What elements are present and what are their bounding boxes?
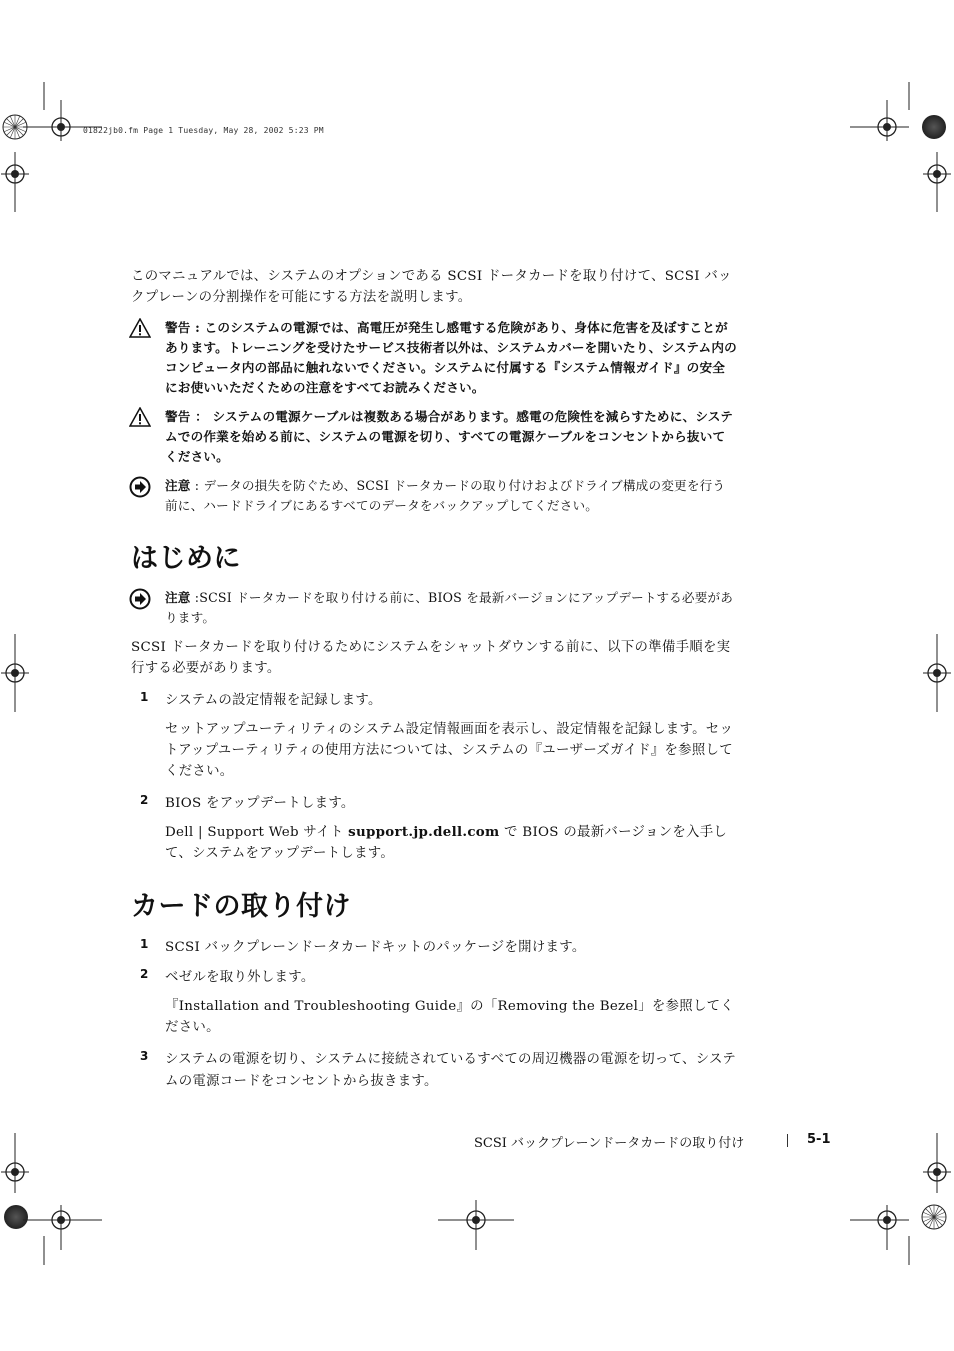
footer-separator [787,1134,788,1147]
footer-title: SCSI バックプレーンドータカードの取り付け [474,1136,745,1151]
step-text: ベゼルを取り外します。 [165,970,315,985]
notice-text: :SCSI ドータカードを取り付ける前に、BIOS を最新バージョンにアップデートする必要があります。 [165,590,734,625]
install-step-1 [131,936,737,958]
warning-triangle-icon [129,407,151,427]
registration-mark-top-right [850,82,951,212]
install-step-3 [131,1048,737,1092]
install-step-2 [131,966,737,988]
step-text: BIOS をアップデートします。 [165,796,355,811]
prep-step-2 [131,792,737,814]
warning-text: : このシステムの電源では、高電圧が発生し感電する危険があり、身体に危害を及ぼすことがあります。トレーニングを受けたサービス技術者以外は、システムカバーを開いたり、システム内のコンピュータ内の部品に触れないでください。システムに付属する『システム情報ガイド』の安全にお使いいただくための注意をすべてお読みください。 [165,320,737,395]
notice-bios [131,588,737,628]
registration-mark-bottom-left [1,1133,102,1265]
support-site-link: support.jp.dell.com [348,824,500,840]
warning-text: ： システムの電源ケーブルは複数ある場合があります。感電の危険性を減らすために、システムでの作業を始める前に、システムの電源を切り、すべての電源ケーブルをコンセントから抜いてください。 [165,409,734,464]
warning-label: 警告 [165,409,191,424]
step-text: システムの電源を切り、システムに接続されているすべての周辺機器の電源を切って、システムの電源コードをコンセントから抜きます。 [165,1052,737,1089]
notice-label: 注意 [165,590,191,605]
prep-paragraph: SCSI ドータカードを取り付けるためにシステムをシャットダウンする前に、以下の準備手順を実行する必要があります。 [131,640,731,676]
step-detail [131,822,737,864]
step-text: SCSI バックプレーンドータカードキットのパッケージを開けます。 [165,940,586,955]
registration-mark-top-left [1,82,102,212]
notice-backup [131,476,737,516]
warning-triangle-icon [129,318,151,338]
notice-arrow-icon [129,476,151,498]
registration-mark-bottom-right [850,1133,951,1265]
step-detail-suffix: で BIOS の最新バージョンを入手して、システムをアップデートします。 [165,825,728,861]
registration-mark-mid-right [923,634,951,712]
step-number: 2 [140,793,149,807]
notice-label: 注意 [165,478,191,493]
step-number: 3 [140,1049,149,1063]
step-number: 2 [140,967,149,981]
registration-mark-mid-left [1,634,29,712]
step-number: 1 [140,937,149,951]
warning-power-cables [131,407,737,467]
step-number: 1 [140,690,149,704]
prep-step-1 [131,689,737,711]
intro-paragraph: このマニュアルでは、システムのオプションである SCSI ドータカードを取り付けて、SCSI バックプレーンの分割操作を可能にする方法を説明します。 [131,269,732,305]
file-slug: 01822jb0.fm Page 1 Tuesday, May 28, 2002 5:23 PM [83,126,324,135]
step-detail: 『Installation and Troubleshooting Guide』の「Removing the Bezel」を参照してください。 [165,999,735,1035]
warning-label: 警告 [165,320,191,335]
step-detail: セットアップユーティリティのシステム設定情報画面を表示し、設定情報を記録します。セットアップユーティリティの使用方法については、システムの『ユーザーズガイド』を参照してください。 [165,722,734,779]
warning-electrical [131,318,737,398]
step-text: システムの設定情報を記録します。 [165,693,382,708]
section-heading-install-card: カードの取り付け [131,891,351,922]
page-content [131,266,737,1100]
registration-mark-bottom-center [438,1200,514,1250]
step-detail-prefix: Dell | Support Web サイト [165,825,349,840]
notice-arrow-icon [129,588,151,610]
section-heading-introduction: はじめに [131,543,241,574]
notice-text: : データの損失を防ぐため、SCSI ドータカードの取り付けおよびドライブ構成の変更を行う前に、ハードドライブにあるすべてのデータをバックアップしてください。 [165,478,726,513]
page-number: 5-1 [807,1132,831,1147]
